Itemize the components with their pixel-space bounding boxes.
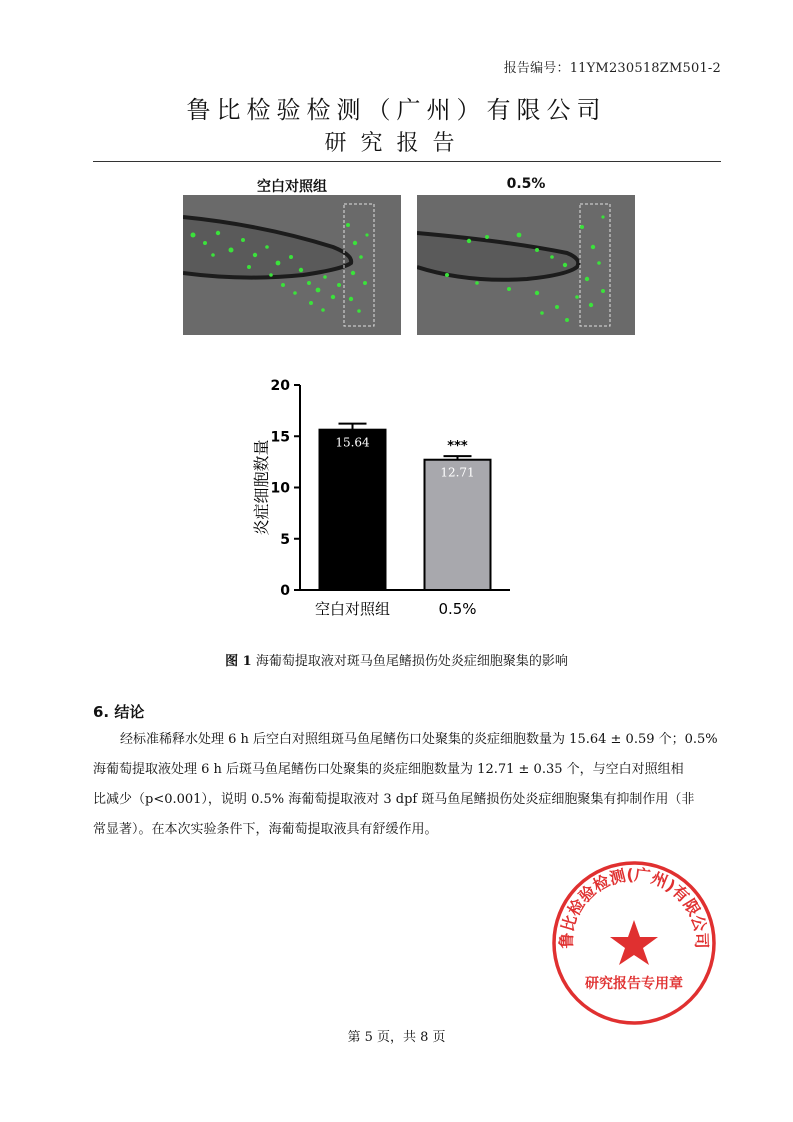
bar-chart [245, 375, 525, 625]
section-heading: 6. 结论 [93, 703, 145, 721]
report-type-title: 研究报告 [324, 131, 469, 156]
x-category-label: 0.5% [438, 600, 477, 618]
official-seal [549, 858, 719, 1028]
bar [320, 430, 386, 590]
microscopy-image-treatment [417, 195, 635, 335]
y-tick-label: 10 [270, 480, 290, 497]
panel-title-treatment: 0.5% [506, 176, 546, 192]
seal-star-icon [610, 920, 658, 965]
y-tick-label: 0 [280, 583, 290, 599]
data-label: 15.64 [335, 435, 370, 450]
seal-arc-text: 鲁比检验检测(广州)有限公司 [556, 864, 712, 949]
y-tick-label: 5 [280, 531, 290, 548]
company-name: 鲁比检验检测（广州）有限公司 [186, 96, 607, 124]
y-tick-label: 20 [270, 378, 290, 394]
microscopy-image-control [183, 195, 401, 335]
conclusion-line: 海葡萄提取液处理 6 h 后斑马鱼尾鳍伤口处聚集的炎症细胞数量为 12.71 ± 0.35 个，与空白对照组相 [93, 762, 684, 777]
figure-caption [0, 650, 793, 669]
conclusion-line: 常显著）。在本次实验条件下，海葡萄提取液具有舒缓作用。 [93, 822, 438, 837]
header-divider [93, 161, 721, 162]
y-axis-title: 炎症细胞数量 [252, 439, 271, 536]
conclusion-line: 经标准稀释水处理 6 h 后空白对照组斑马鱼尾鳍伤口处聚集的炎症细胞数量为 15.64 ± 0.59 个；0.5% [120, 732, 718, 747]
page-number: 第 5 页，共 8 页 [347, 1030, 446, 1045]
seal-subtext: 研究报告专用章 [585, 976, 683, 992]
x-category-label: 空白对照组 [314, 600, 391, 618]
significance-label: *** [447, 439, 468, 455]
data-label: 12.71 [440, 465, 475, 480]
conclusion-line: 比减少（p<0.001），说明 0.5% 海葡萄提取液对 3 dpf 斑马鱼尾鳍损伤处炎症细胞聚集有抑制作用（非 [93, 792, 695, 807]
caption-text: 海葡萄提取液对斑马鱼尾鳍损伤处炎症细胞聚集的影响 [255, 654, 568, 669]
y-tick-label: 15 [270, 429, 290, 446]
panel-title-control: 空白对照组 [257, 179, 327, 195]
caption-label: 图 1 [225, 654, 252, 669]
report-number: 报告编号：11YM230518ZM501-2 [503, 61, 721, 76]
